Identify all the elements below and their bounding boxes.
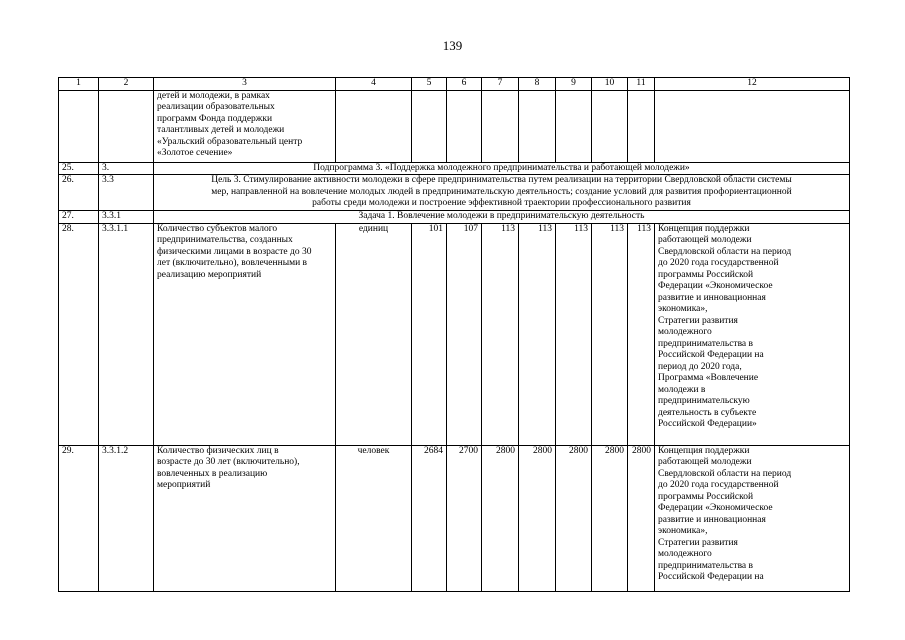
header-cell: 4 — [336, 78, 412, 91]
cell-value — [482, 90, 519, 162]
table-row-continuation — [59, 90, 850, 162]
header-cell: 7 — [482, 78, 519, 91]
indicators-table — [58, 77, 850, 592]
cell-number: 27. — [59, 211, 99, 224]
cell-value: 113 — [482, 223, 519, 445]
header-cell: 5 — [412, 78, 447, 91]
cell-indicator-name: Количество физических лиц в возрасте до 30 лет (включительно), вовлеченных в реализацию мероприятий — [154, 445, 336, 591]
cell-code — [99, 90, 154, 162]
cell-value — [412, 90, 447, 162]
cell-value — [519, 90, 556, 162]
cell-code: 3.3.1.2 — [99, 445, 154, 591]
cell-code: 3.3.1 — [99, 211, 154, 224]
cell-value: 2800 — [592, 445, 628, 591]
cell-number: 29. — [59, 445, 99, 591]
header-cell: 12 — [655, 78, 850, 91]
header-cell: 11 — [628, 78, 655, 91]
cell-value — [556, 90, 592, 162]
cell-unit: человек — [336, 445, 412, 591]
cell-value: 2800 — [482, 445, 519, 591]
goal-text: Цель 3. Стимулирование активности молодежи в сфере предпринимательства путем реализации на территории Свердловской области системы мер, направленной на вовлечение молодых людей в предпринимательскую деятельность; создание условий для развития профориентационной работы среди молодежи и построение эффективной траектории профессионального развития — [154, 175, 850, 211]
header-cell: 10 — [592, 78, 628, 91]
cell-number: 25. — [59, 162, 99, 175]
cell-indicator-name: Количество субъектов малого предпринимательства, созданных физическими лицами в возрасте до 30 лет (включительно), вовлеченными в реализацию мероприятий — [154, 223, 336, 445]
cell-value: 2684 — [412, 445, 447, 591]
header-cell: 6 — [447, 78, 482, 91]
cell-value: 2800 — [556, 445, 592, 591]
cell-number: 28. — [59, 223, 99, 445]
header-cell: 8 — [519, 78, 556, 91]
cell-value — [628, 90, 655, 162]
task-title: Задача 1. Вовлечение молодежи в предпринимательскую деятельность — [154, 211, 850, 224]
cell-code: 3.3 — [99, 175, 154, 211]
cell-code: 3. — [99, 162, 154, 175]
cell-value — [447, 90, 482, 162]
cell-value: 2800 — [519, 445, 556, 591]
header-cell: 3 — [154, 78, 336, 91]
cell-value — [592, 90, 628, 162]
cell-number — [59, 90, 99, 162]
cell-value: 113 — [519, 223, 556, 445]
table-row-goal — [59, 175, 850, 211]
cell-code: 3.3.1.1 — [99, 223, 154, 445]
table-row-task — [59, 211, 850, 224]
table-header-row — [59, 78, 850, 91]
cell-source — [655, 90, 850, 162]
cell-value: 113 — [556, 223, 592, 445]
table-row — [59, 445, 850, 591]
cell-value: 113 — [592, 223, 628, 445]
cell-value: 113 — [628, 223, 655, 445]
subprogram-title: Подпрограмма 3. «Поддержка молодежного предпринимательства и работающей молодежи» — [154, 162, 850, 175]
header-cell: 2 — [99, 78, 154, 91]
cell-unit: единиц — [336, 223, 412, 445]
cell-value: 2700 — [447, 445, 482, 591]
header-cell: 9 — [556, 78, 592, 91]
cell-source: Концепция поддержки работающей молодежи Свердловской области на период до 2020 года государственной программы Российской Федерации «Экономическое развитие и инновационная экономика», Стратегии развития молодежного предпринимательства в Российской Федерации на — [655, 445, 850, 591]
cell-value: 107 — [447, 223, 482, 445]
cell-number: 26. — [59, 175, 99, 211]
cell-indicator-name: детей и молодежи, в рамках реализации образовательных программ Фонда поддержки талантливых детей и молодежи «Уральский образовательный центр «Золотое сечение» — [154, 90, 336, 162]
cell-value: 2800 — [628, 445, 655, 591]
header-cell: 1 — [59, 78, 99, 91]
page-number: 139 — [442, 38, 463, 53]
cell-source: Концепция поддержки работающей молодежи Свердловской области на период до 2020 года государственной программы Российской Федерации «Экономическое развитие и инновационная экономика», Стратегии развития молодежного предпринимательства в Российской Федерации на период до 2020 года, Программа «Вовлечение молодежи в предпринимательскую деятельность в субъекте Российской Федерации» — [655, 223, 850, 445]
table-row-subprogram — [59, 162, 850, 175]
cell-unit — [336, 90, 412, 162]
table-row — [59, 223, 850, 445]
cell-value: 101 — [412, 223, 447, 445]
